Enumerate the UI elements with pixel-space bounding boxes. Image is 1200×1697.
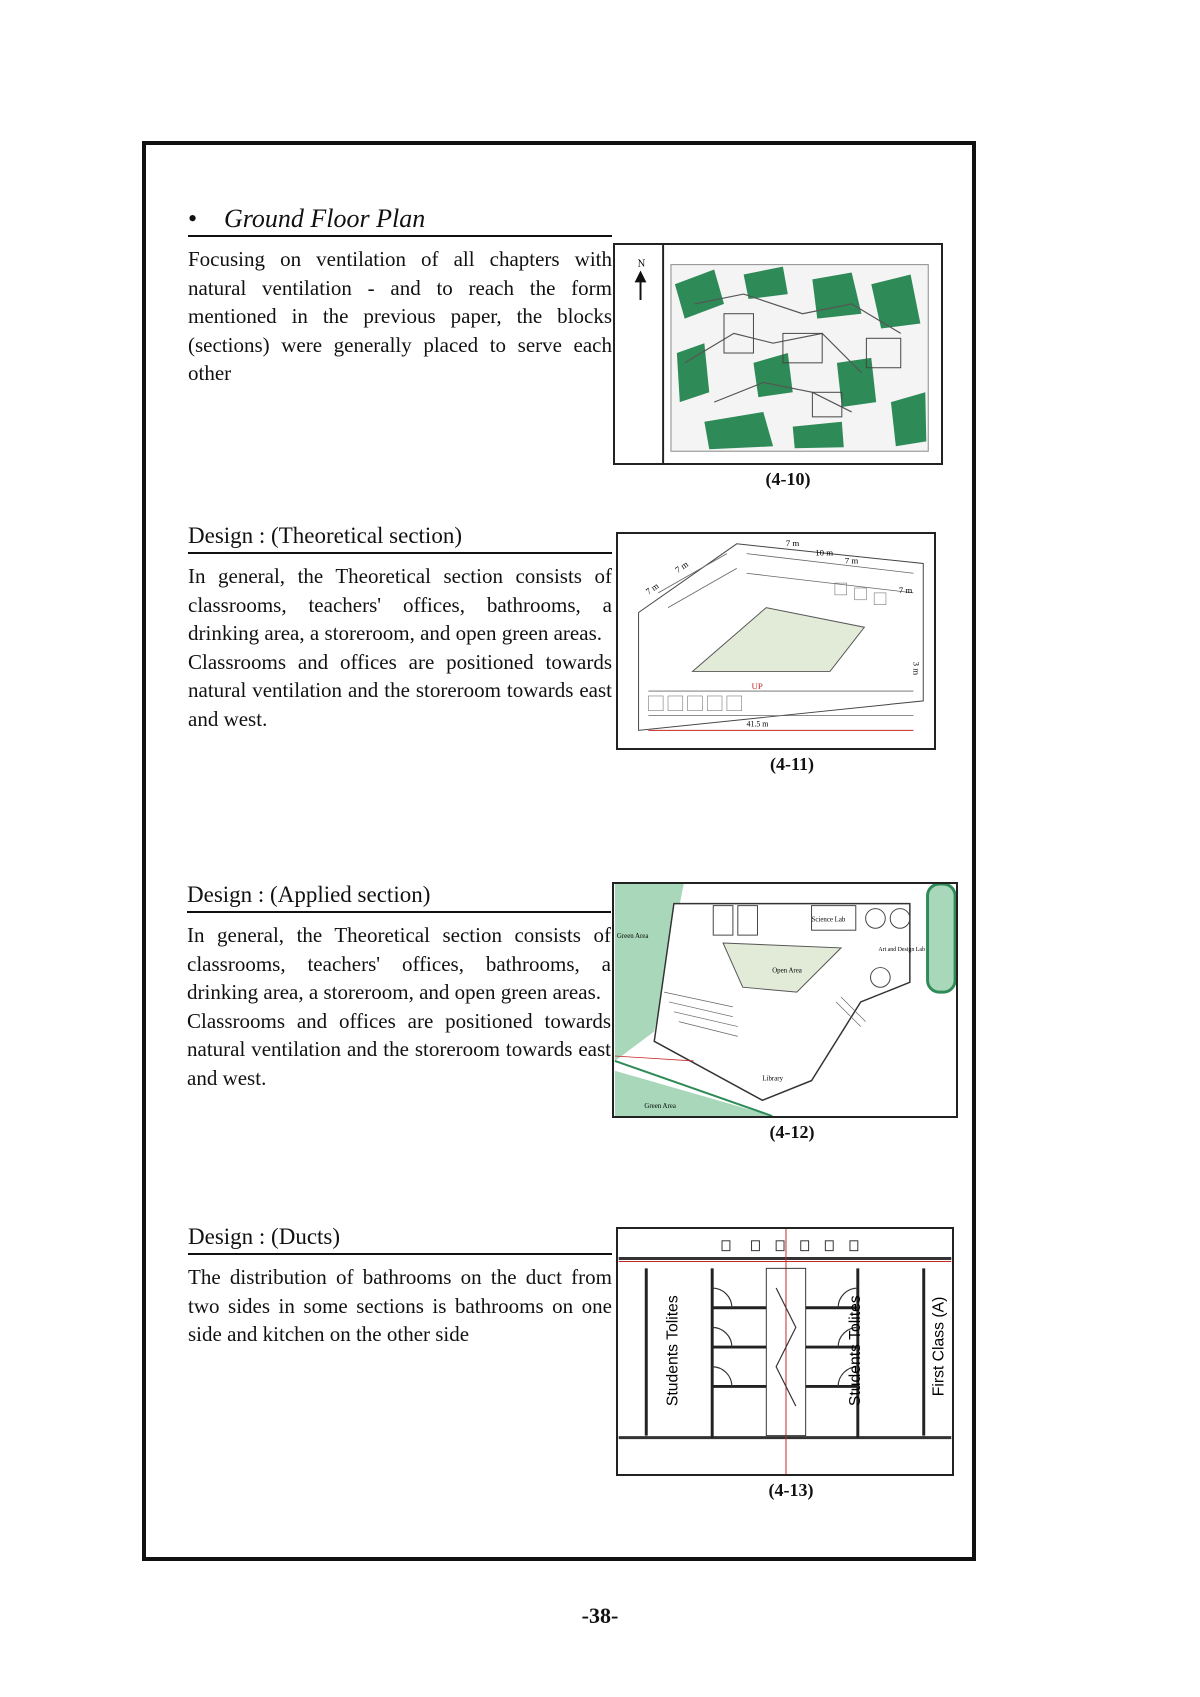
room-label: First Class (A) (930, 1296, 948, 1397)
figure-ground-floor-plan (613, 243, 943, 465)
section-heading: Design : (Ducts) (188, 1223, 612, 1255)
section-heading: Design : (Applied section) (187, 881, 611, 913)
green-area-label: Green Area (616, 933, 649, 941)
room-label: Art and Design Lab (878, 946, 925, 953)
page-number: -38- (581, 1603, 619, 1628)
section-body (188, 562, 612, 733)
figure-caption: (4-11) (770, 754, 814, 774)
paragraph: In general, the Theoretical section consists of classrooms, teachers' offices, bathrooms, a drinking area, a storeroom, and open green areas. (188, 564, 612, 645)
room-label: Students Tolites (664, 1295, 682, 1407)
ducts-plan-drawing (618, 1229, 952, 1474)
section-theoretical (188, 522, 612, 733)
up-label: UP (751, 681, 763, 692)
heading-text: Ground Floor Plan (224, 204, 426, 233)
room-label: Library (762, 1075, 784, 1083)
figure-theoretical-section (616, 532, 936, 750)
north-arrow-icon (635, 271, 647, 300)
dim-label: 10 m (815, 547, 834, 558)
figure-applied-section (612, 882, 958, 1118)
site-plan-drawing (615, 245, 941, 463)
room-label: Students Tolites (846, 1295, 864, 1407)
paragraph: Classrooms and offices are positioned towards natural ventilation and the storeroom towards east and west. (188, 649, 612, 731)
section-body (188, 1263, 612, 1349)
room-label: Science Lab (811, 916, 846, 924)
section-heading: Design : (Theoretical section) (188, 522, 612, 554)
figure-caption: (4-10) (765, 469, 811, 489)
dim-label: 7 m (898, 584, 913, 595)
figure-caption: (4-12) (769, 1122, 815, 1142)
paragraph: Focusing on ventilation of all chapters with natural ventilation - and to reach the form mentioned in the previous paper, the blocks (sections) were generally placed to serve each other (188, 247, 612, 385)
bullet-icon: • (188, 204, 198, 233)
theoretical-plan-drawing (618, 534, 934, 748)
figure-ducts (616, 1227, 954, 1476)
north-label: N (637, 259, 646, 270)
dim-label: 3 m (911, 661, 922, 676)
paragraph: Classrooms and offices are positioned towards natural ventilation and the storeroom towards east and west. (187, 1008, 611, 1090)
green-area-label: Green Area (644, 1103, 676, 1111)
room-label: Open Area (772, 967, 802, 975)
dim-label: 7 m (844, 555, 859, 566)
dim-label: 41.5 m (746, 719, 769, 729)
section-heading (188, 205, 612, 237)
section-ground-floor-plan (188, 205, 612, 388)
dim-label: 7 m (785, 537, 800, 548)
dim-label: 7 m (643, 580, 661, 597)
paragraph: In general, the Theoretical section consists of classrooms, teachers' offices, bathrooms, a drinking area, a storeroom, and open green areas. (187, 923, 611, 1004)
dim-label: 7 m (673, 558, 691, 575)
applied-plan-drawing (614, 884, 956, 1116)
paragraph: The distribution of bathrooms on the duct from two sides in some sections is bathrooms on one side and kitchen on the other side (188, 1265, 612, 1346)
figure-caption: (4-13) (768, 1480, 814, 1500)
section-applied (187, 881, 611, 1092)
section-ducts (188, 1223, 612, 1349)
section-body (187, 921, 611, 1092)
section-body (188, 245, 612, 388)
